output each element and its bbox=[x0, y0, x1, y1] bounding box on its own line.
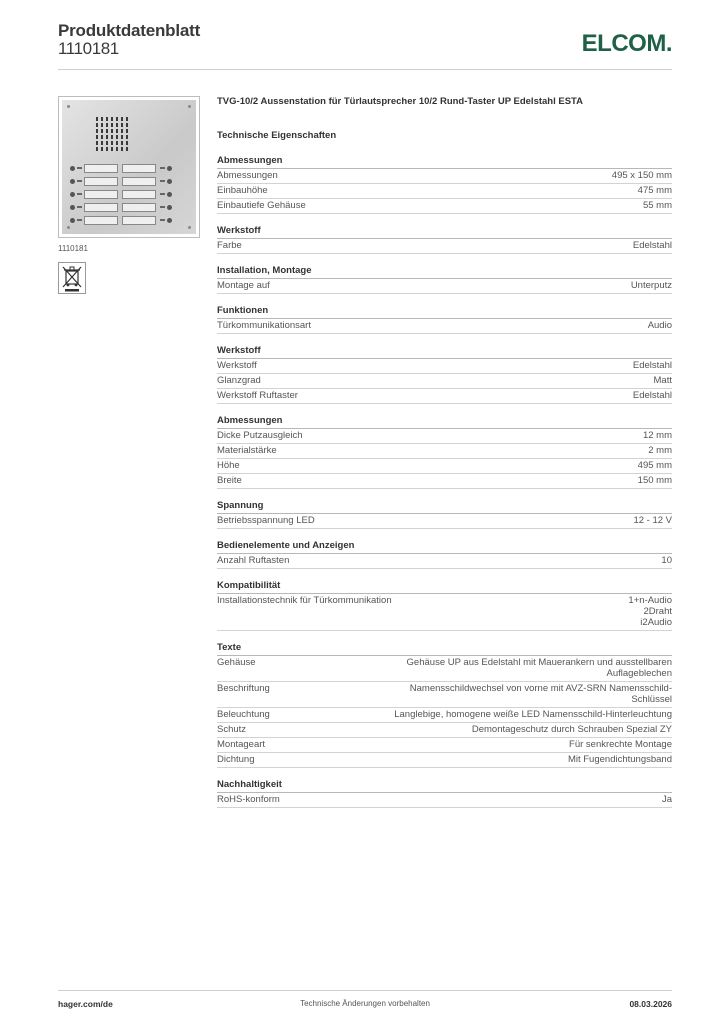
spec-value: 12 mm bbox=[642, 430, 672, 441]
spec-label: Türkommunikationsart bbox=[217, 320, 311, 331]
spec-row bbox=[217, 459, 672, 474]
spec-row bbox=[217, 184, 672, 199]
page-footer bbox=[58, 990, 672, 1020]
call-button-row bbox=[70, 203, 188, 212]
section-title: Funktionen bbox=[217, 305, 672, 319]
spec-value: Edelstahl bbox=[632, 390, 672, 401]
spec-row bbox=[217, 656, 672, 682]
document-title: Produktdatenblatt bbox=[58, 21, 201, 40]
spec-row bbox=[217, 389, 672, 404]
spec-value: Audio bbox=[647, 320, 672, 331]
footer-website: hager.com/de bbox=[58, 999, 113, 1009]
section-title: Abmessungen bbox=[217, 415, 672, 429]
crossed-out-bin-icon bbox=[58, 262, 86, 294]
spec-row bbox=[217, 429, 672, 444]
section-title: Texte bbox=[217, 642, 672, 656]
spec-value: 150 mm bbox=[637, 475, 672, 486]
spec-value: 495 mm bbox=[637, 460, 672, 471]
spec-row bbox=[217, 239, 672, 254]
spec-value: 55 mm bbox=[642, 200, 672, 211]
spec-row bbox=[217, 474, 672, 489]
screw-icon bbox=[188, 105, 191, 108]
spec-value: Gehäuse UP aus Edelstahl mit Mauerankern und ausstellbaren Auflageblechen bbox=[406, 657, 672, 679]
spec-row bbox=[217, 793, 672, 808]
spec-label: Materialstärke bbox=[217, 445, 277, 456]
spec-row bbox=[217, 359, 672, 374]
spec-value: Demontageschutz durch Schrauben Spezial ZY bbox=[471, 724, 672, 735]
section-title: Spannung bbox=[217, 500, 672, 514]
spec-label: Werkstoff Ruftaster bbox=[217, 390, 298, 401]
spec-value: Matt bbox=[653, 375, 672, 386]
spec-value: 12 - 12 V bbox=[633, 515, 672, 526]
spec-value: 2 mm bbox=[648, 445, 672, 456]
spec-value: Edelstahl bbox=[632, 360, 672, 371]
spec-label: Dichtung bbox=[217, 754, 255, 765]
image-caption: 1110181 bbox=[58, 244, 88, 253]
screw-icon bbox=[67, 105, 70, 108]
spec-row bbox=[217, 319, 672, 334]
spec-row bbox=[217, 374, 672, 389]
spec-label: Beschriftung bbox=[217, 683, 270, 694]
spec-label: Werkstoff bbox=[217, 360, 257, 371]
section-title: Nachhaltigkeit bbox=[217, 779, 672, 793]
technical-properties-heading: Technische Eigenschaften bbox=[217, 130, 337, 141]
section-title: Werkstoff bbox=[217, 345, 672, 359]
spec-label: Breite bbox=[217, 475, 242, 486]
spec-row bbox=[217, 514, 672, 529]
spec-row bbox=[217, 682, 672, 708]
spec-value: Namensschildwechsel von vorne mit AVZ-SRN Namensschild-Schlüssel bbox=[409, 683, 672, 705]
section-title: Werkstoff bbox=[217, 225, 672, 239]
spec-row bbox=[217, 444, 672, 459]
spec-row bbox=[217, 279, 672, 294]
spec-label: Farbe bbox=[217, 240, 242, 251]
spec-row bbox=[217, 708, 672, 723]
spec-label: Dicke Putzausgleich bbox=[217, 430, 303, 441]
footer-disclaimer: Technische Änderungen vorbehalten bbox=[300, 999, 430, 1008]
spec-label: Schutz bbox=[217, 724, 247, 735]
spec-label: Beleuchtung bbox=[217, 709, 270, 720]
spec-row bbox=[217, 554, 672, 569]
spec-label: RoHS-konform bbox=[217, 794, 280, 805]
product-title: TVG-10/2 Aussenstation für Türlautsprecher 10/2 Rund-Taster UP Edelstahl ESTA bbox=[217, 96, 584, 107]
spec-row bbox=[217, 723, 672, 738]
spec-label: Höhe bbox=[217, 460, 240, 471]
spec-label: Installationstechnik für Türkommunikation bbox=[217, 595, 392, 606]
section-title: Installation, Montage bbox=[217, 265, 672, 279]
spec-label: Glanzgrad bbox=[217, 375, 261, 386]
spec-label: Gehäuse bbox=[217, 657, 256, 668]
spec-sections bbox=[217, 155, 672, 808]
spec-label: Anzahl Ruftasten bbox=[217, 555, 290, 566]
call-button-row bbox=[70, 216, 188, 225]
article-number: 1110181 bbox=[58, 39, 119, 58]
spec-value: 475 mm bbox=[637, 185, 672, 196]
spec-value: Unterputz bbox=[630, 280, 672, 291]
spec-row bbox=[217, 753, 672, 768]
specification-content bbox=[217, 96, 672, 808]
spec-value: 1+n-Audio 2Draht i2Audio bbox=[628, 595, 672, 628]
spec-value: Langlebige, homogene weiße LED Namensschild-Hinterleuchtung bbox=[394, 709, 672, 720]
call-button-row bbox=[70, 164, 188, 173]
spec-row bbox=[217, 738, 672, 753]
door-station-panel bbox=[62, 100, 196, 234]
section-title: Abmessungen bbox=[217, 155, 672, 169]
spec-value: 495 x 150 mm bbox=[611, 170, 672, 181]
call-button-row bbox=[70, 177, 188, 186]
spec-value: Ja bbox=[661, 794, 672, 805]
spec-row bbox=[217, 169, 672, 184]
call-button-row bbox=[70, 190, 188, 199]
spec-label: Einbauhöhe bbox=[217, 185, 268, 196]
section-title: Kompatibilität bbox=[217, 580, 672, 594]
spec-label: Montage auf bbox=[217, 280, 270, 291]
spec-label: Abmessungen bbox=[217, 170, 278, 181]
spec-value: Mit Fugendichtungsband bbox=[567, 754, 672, 765]
spec-value: Für senkrechte Montage bbox=[569, 739, 672, 750]
spec-label: Montageart bbox=[217, 739, 266, 750]
spec-label: Betriebsspannung LED bbox=[217, 515, 315, 526]
product-image bbox=[58, 96, 200, 238]
spec-value: Edelstahl bbox=[632, 240, 672, 251]
section-title: Bedienelemente und Anzeigen bbox=[217, 540, 672, 554]
spec-row bbox=[217, 594, 672, 631]
spec-row bbox=[217, 199, 672, 214]
page-header bbox=[58, 20, 672, 70]
elcom-logo: ELCOM. bbox=[581, 30, 672, 57]
screw-icon bbox=[67, 226, 70, 229]
speaker-grille bbox=[96, 115, 128, 151]
spec-label: Einbautiefe Gehäuse bbox=[217, 200, 306, 211]
screw-icon bbox=[188, 226, 191, 229]
spec-value: 10 bbox=[661, 555, 672, 566]
footer-date: 08.03.2026 bbox=[629, 999, 672, 1009]
